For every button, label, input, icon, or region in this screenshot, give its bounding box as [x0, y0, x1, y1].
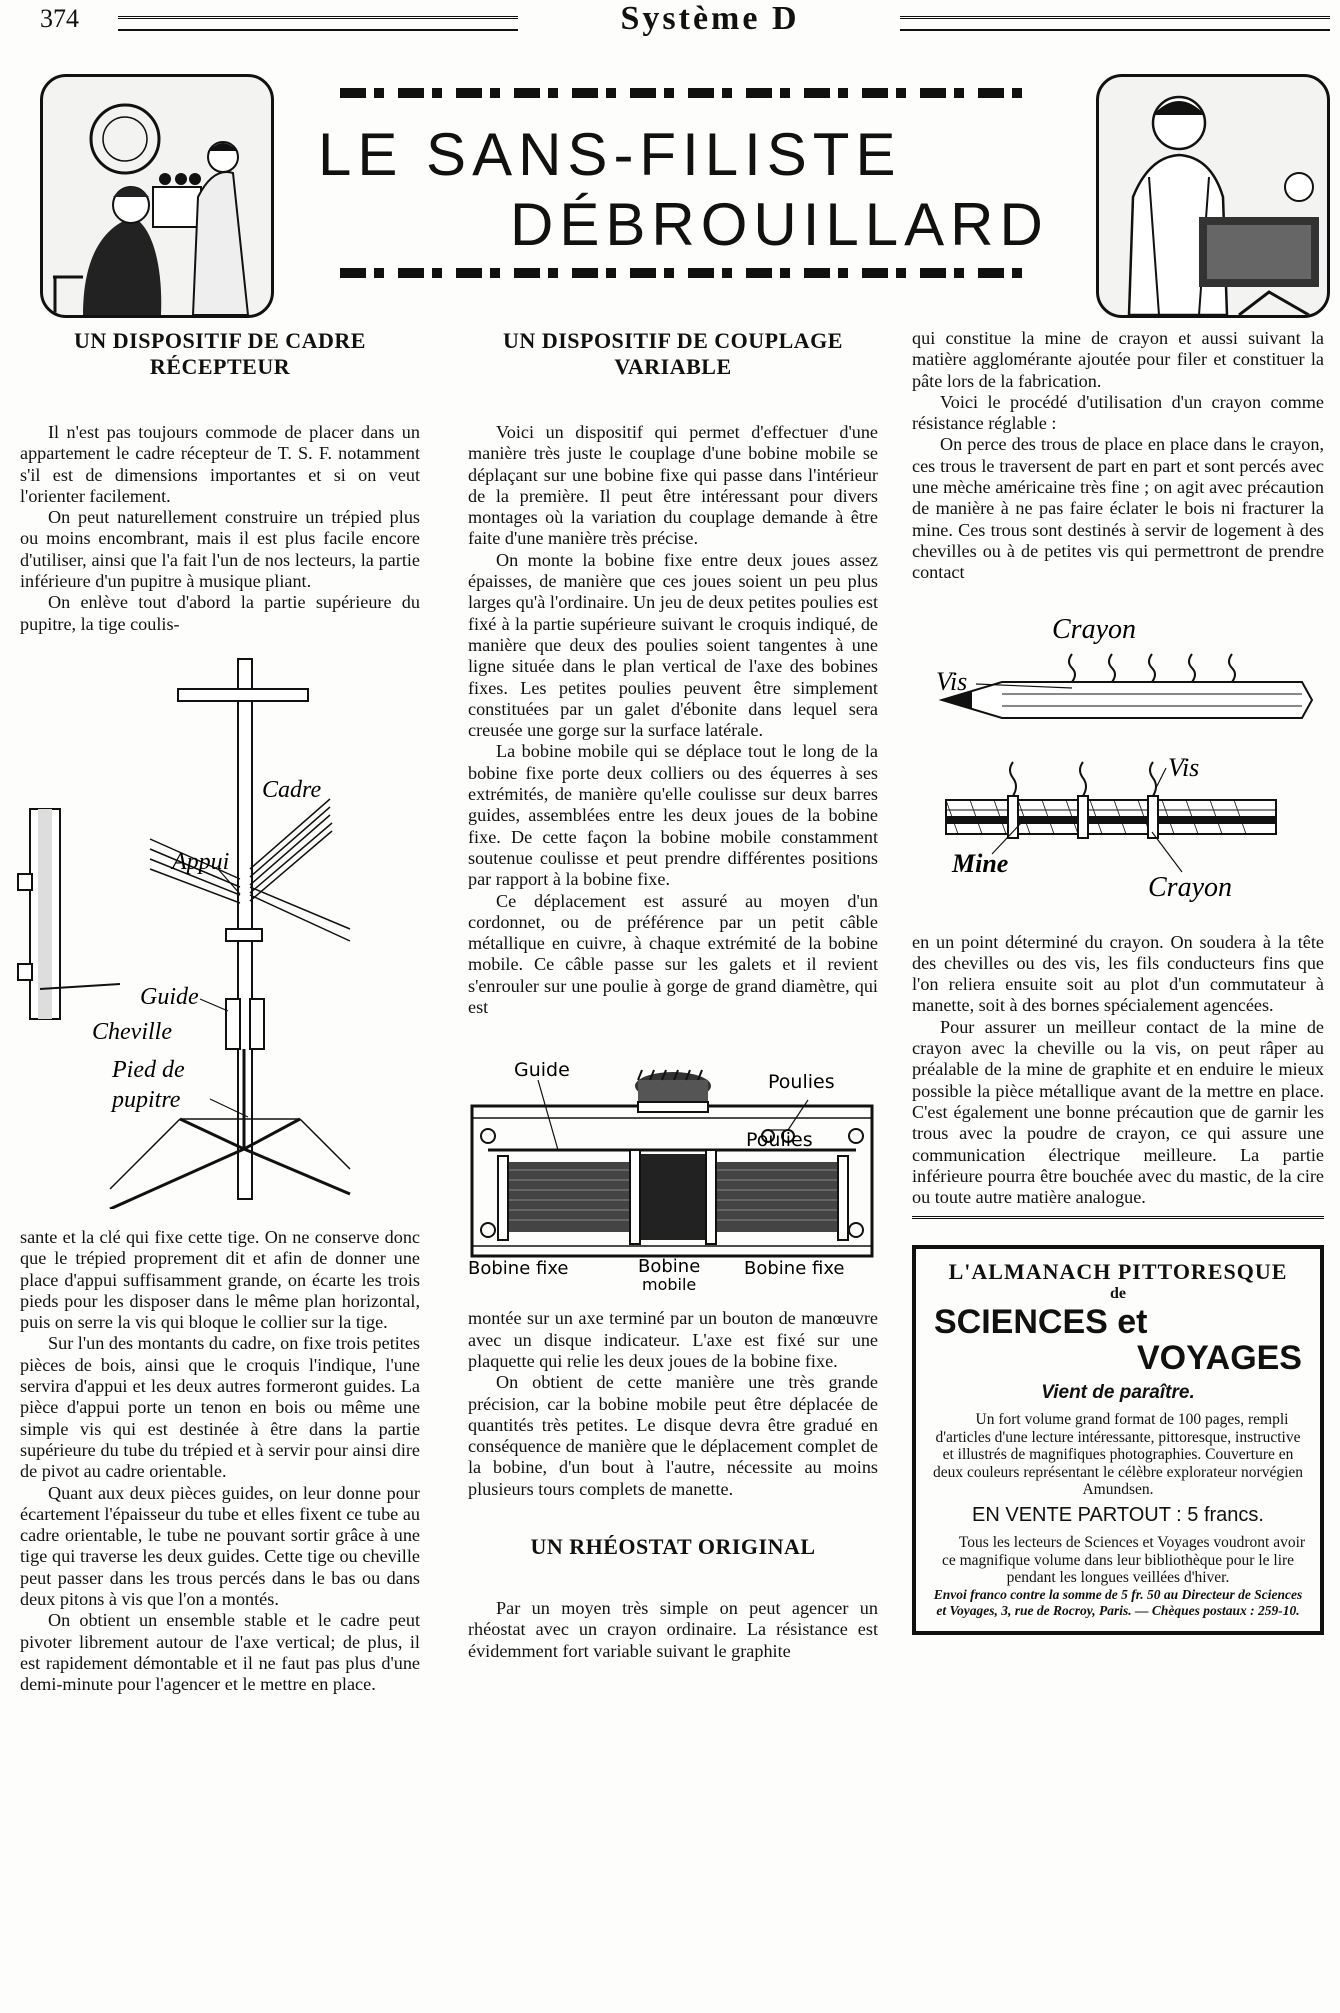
paragraph: Quant aux deux pièces guides, on leur donne pour écartement l'épaisseur du tube et elles fixent ce tube au cadre orientable, le tube ne pouvant sortir grâce à une tige qui traverse les deux guides. Cette tige ou cheville peut passer dans les trous percés dans le bas ou dans deux pitons à vis que l'on a montés. [20, 1482, 420, 1610]
paragraph: Sur l'un des montants du cadre, on fixe trois petites pièces de bois, ainsi que le croquis l'indique, l'une servira d'appui et les deux autres formeront guides. La pièce d'appui porte un tenon en bois ou même une simple vis qui est destinée à être dans la partie supérieure du tube du trépied et à servir pour ainsi dire de pivot au cadre orientable. [20, 1333, 421, 1482]
banner-illustration-left [40, 74, 274, 318]
paragraph: Ce déplacement est assuré au moyen d'un cordonnet, ou de préférence par un petit câble métallique en cuivre, à chaque extrémité de la bobine mobile. Ce câble passe sur les galets et il revient s'enrouler sur une poulie à gorge de grand diamètre, qui est [468, 890, 878, 1018]
banner-ornament-bottom [340, 268, 1030, 278]
column-3 [912, 328, 1324, 1635]
paragraph: Voici un dispositif qui permet d'effectuer d'une manière très juste le couplage d'une bobine mobile se déplaçant sur une bobine fixe qui passe dans l'intérieur de la première. Il peut être intéressant pour divers montages où la variation du couplage demande à être faite d'une manière très précise. [468, 422, 878, 549]
section-banner [40, 70, 1330, 312]
advert-subtitle: Vient de paraître. [1041, 1382, 1195, 1404]
head-rule-left [118, 16, 518, 31]
figure-couplage-variable [468, 1040, 878, 1290]
label-bobine-fixe-right: Bobine fixe [744, 1258, 845, 1280]
paragraph: Il n'est pas toujours commode de placer dans un appartement le cadre récepteur de T. S. F. notamment s'il est de dimensions importantes et si on veut l'orienter facilement. [20, 422, 420, 506]
paragraph: On enlève tout d'abord la partie supérieure du pupitre, la tige coulis- [20, 592, 420, 634]
label-mine: Mine [952, 848, 1009, 878]
advert-price: EN VENTE PARTOUT : 5 francs. [972, 1503, 1264, 1526]
label-pied-line1: Pied de [112, 1056, 185, 1083]
column-2 [468, 328, 878, 1662]
label-poulies-side: Poulies [746, 1129, 813, 1152]
label-bobine-mobile-1: Bobine [638, 1256, 701, 1278]
label-bobine-mobile-2: mobile [642, 1275, 697, 1291]
label-vis-left: Vis [936, 666, 968, 696]
label-vis-right: Vis [1168, 752, 1200, 782]
label-pied-line2: pupitre [112, 1086, 181, 1113]
label-cadre: Cadre [262, 776, 322, 803]
paragraph: Par un moyen très simple on peut agencer un rhéostat avec un crayon ordinaire. La résistance est évidemment fort variable suivant le graphite [468, 1597, 878, 1661]
advert-voyages: VOYAGES [1136, 1339, 1302, 1378]
figure-rheostat-crayon [912, 610, 1324, 910]
banner-illustration-right [1096, 74, 1330, 318]
label-crayon-top: Crayon [1052, 613, 1136, 645]
running-head [40, 0, 1330, 40]
banner-ornament-top [340, 88, 1030, 98]
page-number: 374 [40, 4, 79, 33]
paragraph: On obtient de cette manière une très grande précision, car la bobine mobile peut être déplacée de quantités très petites. Le disque devra être gradué en conséquence de manière que le déplacement complet de la bobine, d'un bout à l'autre, nécessite au moins plusieurs tours complets de manette. [468, 1372, 878, 1499]
advert-description: Un fort volume grand format de 100 pages, rempli d'articles d'une lecture intéressante, pittoresque, instructive et illustrés de magnifiques photographies. Couverture en deux couleurs représentant le célèbre explorateur norvégien Amundsen. [932, 1411, 1304, 1499]
label-crayon-bottom: Crayon [1148, 871, 1232, 903]
paragraph: La bobine mobile qui se déplace tout le long de la bobine fixe porte deux colliers ou des équerres à ses extrémités, de manière qu'elle coulisse sur deux barres guides, assemblées entre les deux joues de la bobine fixe. De cette façon la bobine mobile constamment soutenue coulisse et peut prendre différentes positions par rapport à la bobine fixe. [468, 741, 878, 890]
label-guide: Guide [140, 983, 199, 1010]
paragraph: montée sur un axe terminé par un bouton de manœuvre avec un disque indicateur. L'axe est fixé sur une plaquette qui relie les deux joues de la bobine fixe. [468, 1308, 878, 1371]
advert-sciences: SCIENCES et [934, 1303, 1148, 1342]
paragraph: On perce des trous de place en place dans le crayon, ces trous le traversent de part en part et sont percés avec une mèche américaine très fine ; on agit avec précaution de manière à ne pas faire éclater le bois ni fracturer la mine. Ces trous sont destinés à servir de logement à des chevilles ou à de petites vis qui permettront de prendre contact [912, 434, 1324, 583]
head-rule-right [900, 16, 1330, 31]
label-cheville: Cheville [92, 1018, 172, 1045]
paragraph: On monte la bobine fixe entre deux joues assez épaisses, de manière que ces joues soient un peu plus larges qu'à l'ordinaire. Un jeu de deux petites poulies est fixé à la partie supérieure suivant le croquis indiqué, de manière que deux des poulies soient tangentes à une ligne située dans le plan vertical de l'axe des bobines fixes. Les petites poulies peuvent être simplement constituées par un galet d'ébonite dans lequel sera creusée une gorge sur la surface latérale. [468, 549, 878, 741]
label-guide: Guide [514, 1059, 570, 1082]
figure-cadre-recepteur [0, 649, 420, 1209]
article-heading-rheostat: UN RHÉOSTAT ORIGINAL [530, 1533, 816, 1559]
paragraph: Pour assurer un meilleur contact de la mine de crayon avec la cheville ou la vis, on peut râper au préalable de la mine de graphite et en enduire le mieux possible la pièce métallique avant de la mettre en place. C'est également une bonne précaution que de garnir les trous avec la poudre de crayon, ce qui assure une communication électrique meilleure. La partie inférieure pourra être bouchée avec du mastic, de la cire ou toute autre matière analogue. [912, 1016, 1324, 1208]
advert-title: L'ALMANACH PITTORESQUE [948, 1259, 1288, 1285]
paragraph: qui constitue la mine de crayon et aussi suivant la matière agglomérante ajoutée pour filer et constituer la pâte lors de la fabrication. [912, 328, 1324, 391]
label-bobine-fixe-left: Bobine fixe [468, 1258, 569, 1280]
article-heading-couplage: UN DISPOSITIF DE COUPLAGE VARIABLE [503, 328, 843, 379]
column-1 [20, 328, 420, 1696]
paragraph: sante et la clé qui fixe cette tige. On ne conserve donc que le trépied proprement dit et afin de donner une place d'appui suffisamment grande, on écarte les trois pieds pour les disposer dans le même plan horizontal, puis on serre la vis qui bloque le collier sur la tige. [20, 1226, 420, 1333]
label-appui: Appui [172, 848, 230, 875]
banner-title-line1: LE SANS-FILISTE [318, 121, 902, 188]
article-heading-cadre: UN DISPOSITIF DE CADRE RÉCEPTEUR [74, 328, 366, 379]
advert-de: de [1110, 1284, 1126, 1302]
banner-title-line2: DÉBROUILLARD [510, 191, 1049, 258]
paragraph: en un point déterminé du crayon. On soudera à la tête des chevilles ou des vis, les fils conducteurs fins que l'on reliera ensuite soit au plot d'un commutateur à manette, soit à des bornes spécialement agencées. [912, 931, 1324, 1016]
label-poulies-top: Poulies [768, 1071, 835, 1094]
advert-footer: Envoi franco contre la somme de 5 fr. 50 au Directeur de Sciences et Voyages, 3, rue de Rocroy, Paris. — Chèques postaux : 259-10. [933, 1586, 1303, 1618]
advert-almanach [912, 1245, 1324, 1634]
separator-rule [912, 1216, 1324, 1225]
paragraph: Voici le procédé d'utilisation d'un crayon comme résistance réglable : [912, 391, 1324, 434]
paragraph: On obtient un ensemble stable et le cadre peut pivoter librement autour de l'axe vertical; de plus, il est rapidement démontable et il ne faut pas plus d'une demi-minute pour l'agencer et le mettre en place. [20, 1610, 420, 1695]
journal-title: Système D [620, 0, 800, 37]
advert-readers: Tous les lecteurs de Sciences et Voyages voudront avoir ce magnifique volume dans leur bibliothèque pour le lire pendant les longues veillées d'hiver. [941, 1534, 1306, 1587]
paragraph: On peut naturellement construire un trépied plus ou moins encombrant, mais il est plus facile encore d'utiliser, ainsi que l'a fait l'un de nos lecteurs, la partie inférieure d'un pupitre à musique pliant. [20, 507, 420, 592]
